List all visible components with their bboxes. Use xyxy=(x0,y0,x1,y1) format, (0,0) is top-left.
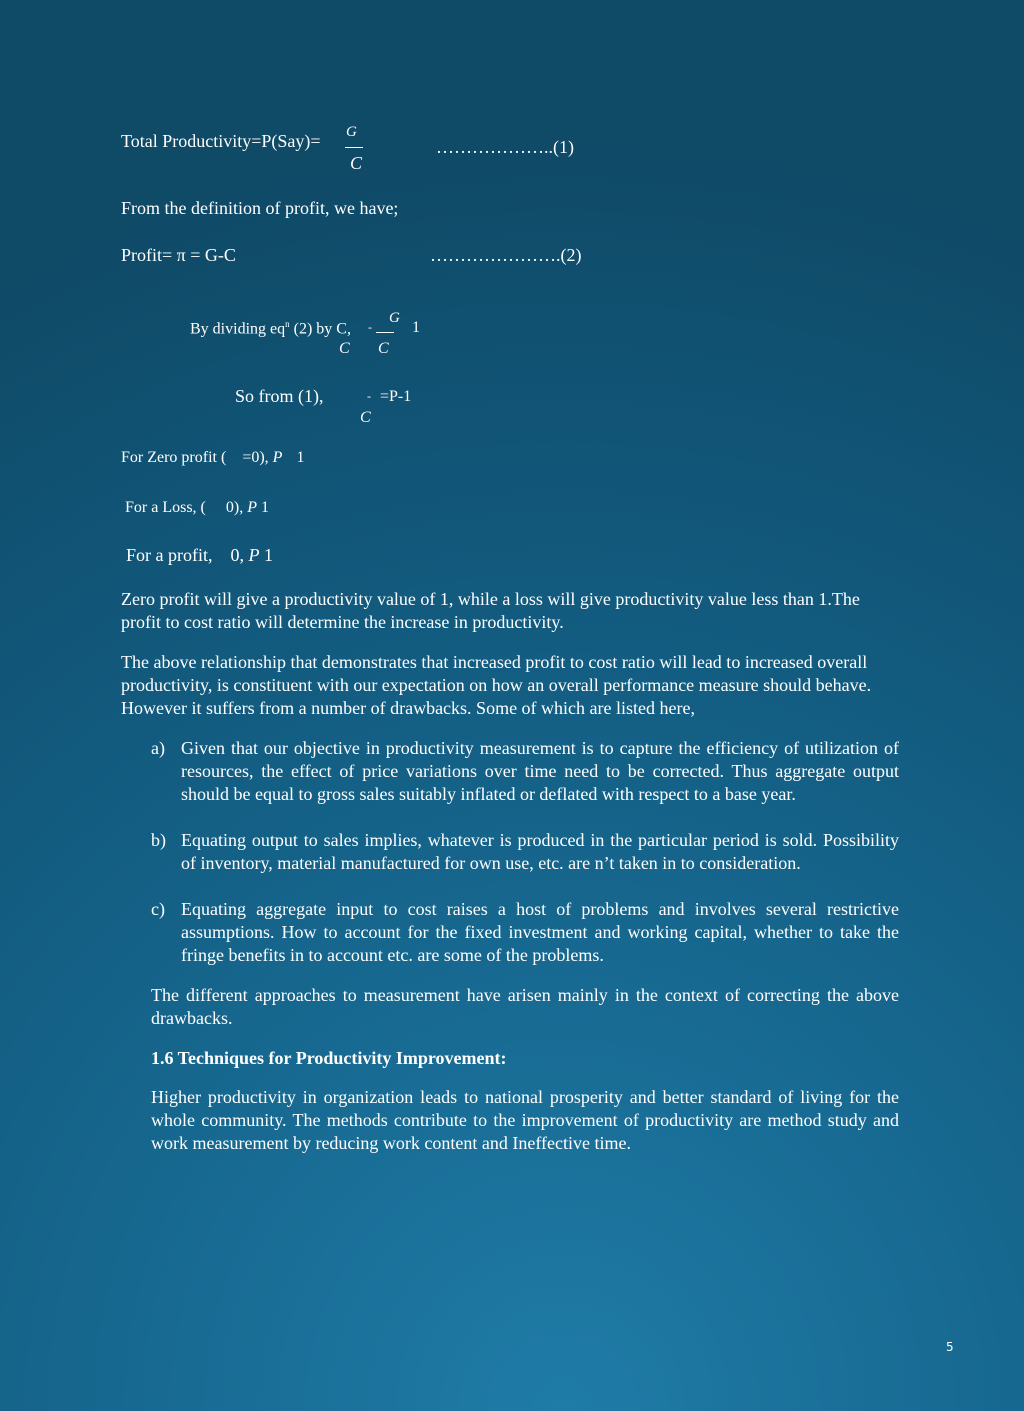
dividing-one: 1 xyxy=(412,319,420,336)
list-item xyxy=(151,829,899,898)
list-item-text: Given that our objective in productivity measurement is to capture the efficiency of utilization of resources, the effect of price variations over time need to be corrected. Thus aggregate output should be equal to gross sales suitably inflated or deflated with respect to a base year. xyxy=(181,738,899,804)
eq1-denominator: C xyxy=(350,153,363,173)
eq1-label: Total Productivity=P(Say)= xyxy=(121,131,321,151)
dividing-den2: C xyxy=(378,340,389,357)
zero-profit-p: P xyxy=(272,449,283,466)
profit-mid: 0, xyxy=(230,545,244,565)
profit-line xyxy=(126,545,273,566)
loss-line xyxy=(125,499,269,517)
profit-val: 1 xyxy=(263,545,273,565)
intro-text: From the definition of profit, we have; xyxy=(121,198,399,218)
dividing-dash: - xyxy=(368,320,372,334)
eq1-numerator: G xyxy=(346,124,357,140)
sofrom-denominator: C xyxy=(360,409,371,426)
eq2-number: ………………….(2) xyxy=(430,245,582,265)
paragraph-above-relationship: The above relationship that demonstrates that increased profit to cost ratio will lead to increased overall productivity, is constituent with our expectation on how an overall performance measure should behave. However it suffers from a number of drawbacks. Some of which are listed here, xyxy=(121,652,872,718)
sofrom-dash: - xyxy=(367,389,371,403)
dividing-rest: (2) by C, xyxy=(289,320,351,338)
dividing-sup: n xyxy=(285,319,290,329)
dividing-den1: C xyxy=(339,340,350,357)
zero-profit-line xyxy=(121,449,304,467)
paragraph-zero-profit: Zero profit will give a productivity value of 1, while a loss will give productivity value less than 1.The profit to cost ratio will determine the increase in productivity. xyxy=(121,589,860,632)
page-number: 5 xyxy=(946,1340,954,1354)
loss-mid: 0), xyxy=(225,499,244,516)
paragraph-higher-productivity: Higher productivity in organization leads to national prosperity and better standard of living for the whole community. The methods contribute to the improvement of productivity are method study and work measurement by reducing work content and Ineffective time. xyxy=(151,1087,899,1153)
list-item-label: b) xyxy=(151,830,166,850)
zero-profit-val: 1 xyxy=(296,449,305,466)
eq1-number: ………………..(1) xyxy=(436,137,574,157)
eq1-fraction-bar xyxy=(345,147,363,148)
list-item-label: a) xyxy=(151,738,165,758)
sofrom-label: So from (1), xyxy=(235,386,324,406)
dividing-fraction-bar xyxy=(376,332,394,333)
dividing-text xyxy=(190,319,351,338)
dividing-prefix: By dividing eq xyxy=(190,320,286,338)
section-heading: 1.6 Techniques for Productivity Improvement: xyxy=(151,1048,507,1068)
loss-prefix: For a Loss, ( xyxy=(125,499,206,516)
dividing-numerator: G xyxy=(389,310,400,326)
profit-prefix: For a profit, xyxy=(126,545,213,565)
zero-profit-mid: =0), xyxy=(242,449,269,466)
zero-profit-prefix: For Zero profit ( xyxy=(121,449,227,466)
loss-val: 1 xyxy=(261,499,269,516)
list-item-text: Equating aggregate input to cost raises a host of problems and involves several restrictive assumptions. How to account for the fixed investment and working capital, whether to take the fringe benefits in to account etc. are some of the problems. xyxy=(181,899,899,965)
loss-p: P xyxy=(247,499,257,516)
list-item xyxy=(151,737,899,829)
list-item-label: c) xyxy=(151,899,165,919)
profit-p: P xyxy=(248,545,260,565)
sofrom-result: =P-1 xyxy=(380,388,412,405)
eq2-label: Profit= π = G-C xyxy=(121,245,236,265)
paragraph-approaches: The different approaches to measurement have arisen mainly in the context of correcting the above drawbacks. xyxy=(151,985,899,1028)
list-item xyxy=(151,898,899,967)
list-item-text: Equating output to sales implies, whatever is produced in the particular period is sold. Possibility of inventory, material manufactured for own use, etc. are n’t taken in to consideration. xyxy=(181,830,899,873)
